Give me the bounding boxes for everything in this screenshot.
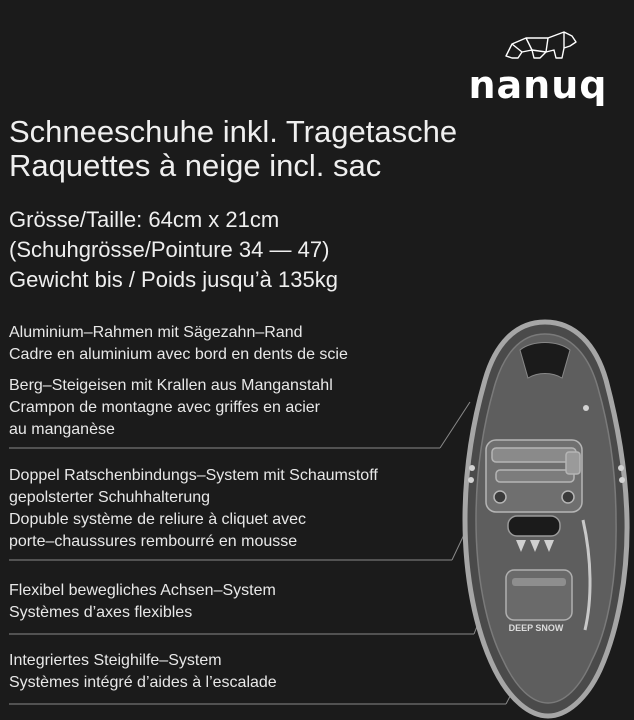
spec-shoe-size: (Schuhgrösse/Pointure 34 — 47) (9, 237, 330, 262)
specifications (9, 205, 609, 295)
feature-line: Integriertes Steighilfe–System (9, 652, 222, 669)
feature-line: Cadre en aluminium avec bord en dents de scie (9, 346, 348, 363)
feature-line: au manganèse (9, 421, 115, 438)
feature-line: Dopuble système de reliure à cliquet avec (9, 511, 307, 528)
headline-french: Raquettes à neige incl. sac (9, 148, 382, 183)
spec-weight: Gewicht bis / Poids jusqu’à 135kg (9, 267, 338, 292)
deck-label: DEEP SNOW (508, 623, 564, 633)
feature-axis (9, 580, 569, 624)
feature-binding (9, 465, 569, 553)
brand-logo (468, 14, 608, 107)
feature-crampon (9, 375, 569, 441)
feature-line: Aluminium–Rahmen mit Sägezahn–Rand (9, 324, 303, 341)
headline-german: Schneeschuhe inkl. Tragetasche (9, 114, 458, 149)
feature-line: porte–chaussures rembourré en mousse (9, 533, 298, 550)
feature-line: gepolsterter Schuhhalterung (9, 489, 211, 506)
binding-strap-top (492, 448, 576, 462)
feature-line: Crampon de montagne avec griffes en acier (9, 399, 320, 416)
feature-line: Systèmes intégré d’aides à l’escalade (9, 674, 277, 691)
feature-line: Flexibel bewegliches Achsen–System (9, 582, 276, 599)
brand-wordmark: nanuq (468, 63, 608, 107)
headline (9, 115, 609, 183)
feature-line: Berg–Steigeisen mit Krallen aus Manganstahl (9, 377, 333, 394)
feature-climbing-aid (9, 650, 569, 694)
feature-line: Systèmes d’axes flexibles (9, 604, 193, 621)
feature-line: Doppel Ratschenbindungs–System mit Schaumstoff (9, 467, 378, 484)
feature-frame (9, 322, 569, 366)
spec-size: Grösse/Taille: 64cm x 21cm (9, 207, 280, 232)
